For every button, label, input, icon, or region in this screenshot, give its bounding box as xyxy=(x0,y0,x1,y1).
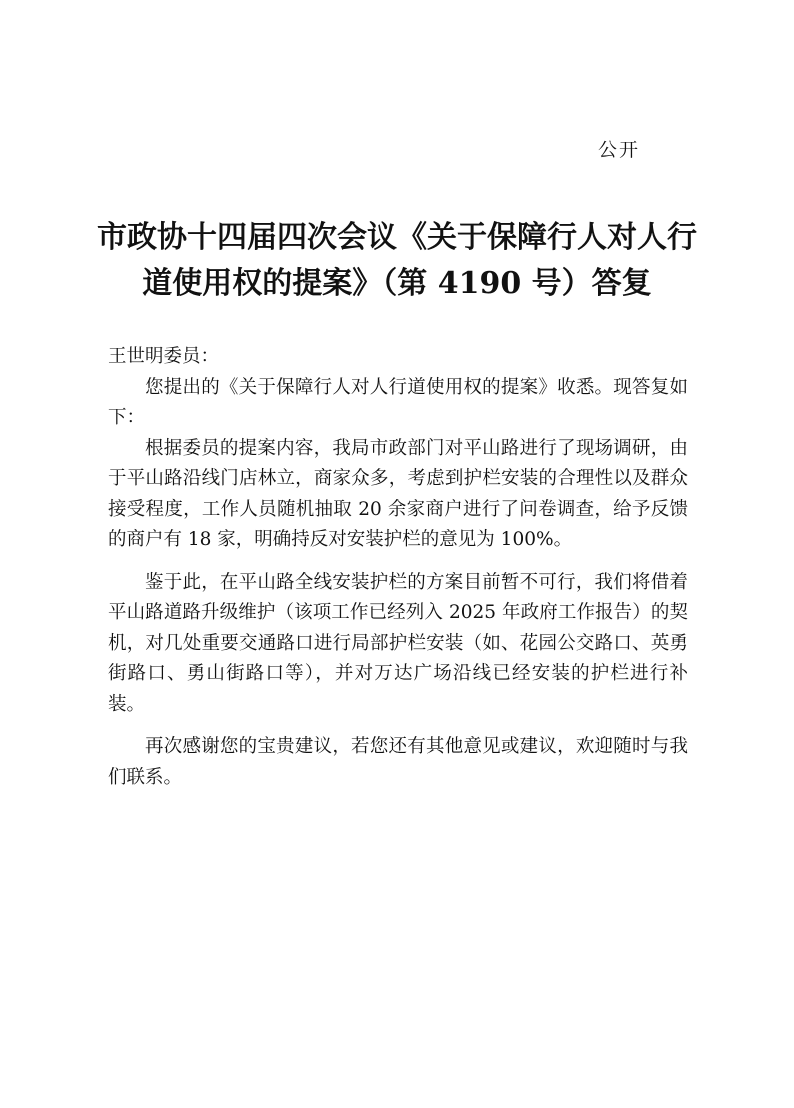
document-body xyxy=(108,342,688,805)
disclosure-tag: 公开 xyxy=(598,139,641,161)
body-paragraph: 再次感谢您的宝贵建议，若您还有其他意见或建议，欢迎随时与我们联系。 xyxy=(108,736,688,788)
title-line-2: 道使用权的提案》（第 4190 号）答复 xyxy=(142,266,652,301)
body-paragraph: 您提出的《关于保障行人对人行道使用权的提案》收悉。现答复如下： xyxy=(108,376,688,428)
body-paragraph: 鉴于此，在平山路全线安装护栏的方案目前暂不可行，我们将借着平山路道路升级维护（该项工作已经列入 2025 年政府工作报告）的契机，对几处重要交通路口进行局部护栏安装（如、花园公交路口、英勇街路口、勇山街路口等），并对万达广场沿线已经安装的护栏进行补装。 xyxy=(108,571,688,715)
salutation: 王世明委员： xyxy=(108,346,220,367)
document-title xyxy=(60,215,734,307)
title-line-1: 市政协十四届四次会议《关于保障行人对人行 xyxy=(97,220,697,255)
body-paragraph: 根据委员的提案内容，我局市政部门对平山路进行了现场调研，由于平山路沿线门店林立，商家众多，考虑到护栏安装的合理性以及群众接受程度，工作人员随机抽取 20 余家商户进行了问卷调查，给予反馈的商户有 18 家，明确持反对安装护栏的意见为 100%。 xyxy=(108,437,688,550)
